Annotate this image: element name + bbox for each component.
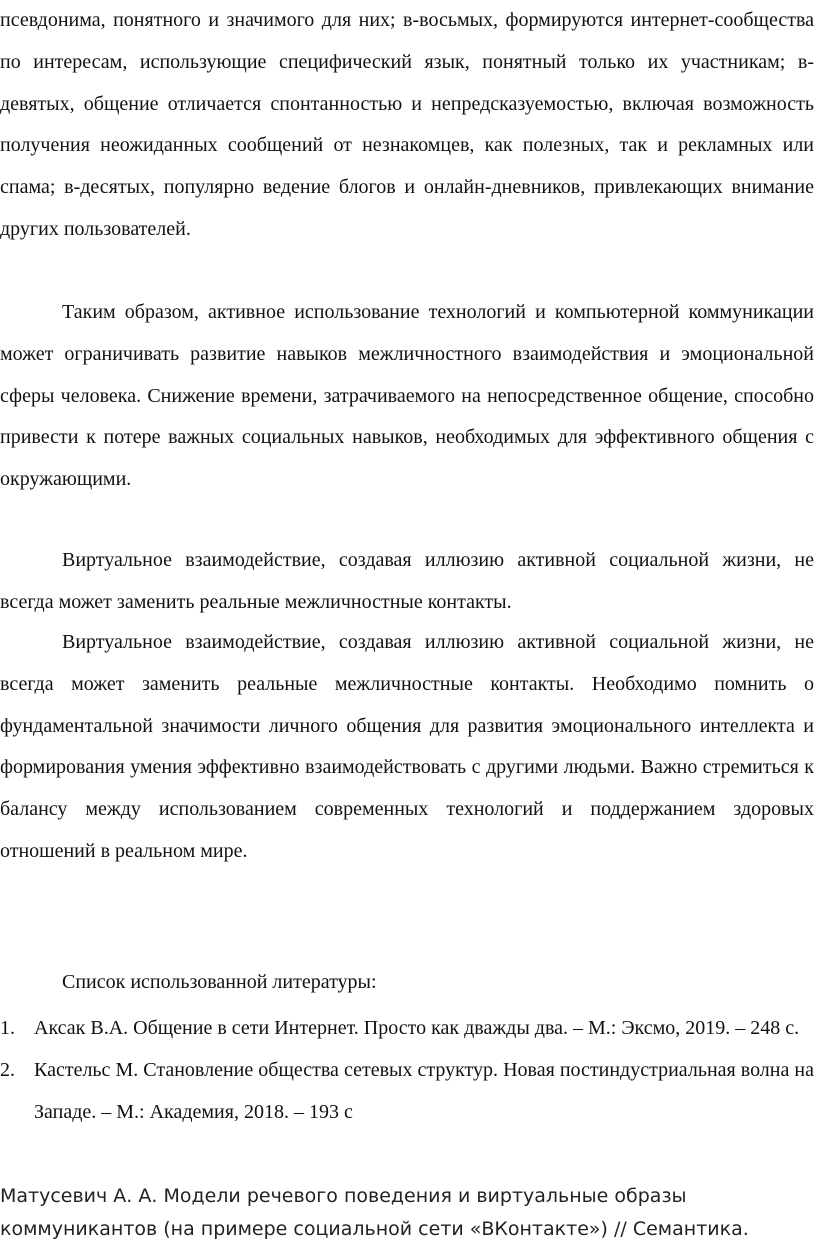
reference-text: Кастельс М. Становление общества сетевых структур. Новая постиндустриальная волна на Западе. – М.: Академия, 2018. – 193 с <box>34 1058 814 1123</box>
paragraph-continuation: псевдонима, понятного и значимого для них; в-восьмых, формируются интернет-сообщества по интересам, использующие специфический язык, понятный только их участникам; в-девятых, общение отличается спонтанностью и непредсказуемостью, включая возможность получения неожиданных сообщений от незнакомцев, как полезных, так и рекламных или спама; в-десятых, популярно ведение блогов и онлайн-дневников, привлекающих внимание других пользователей. <box>0 9 814 240</box>
paragraph-conclusion: Таким образом, активное использование технологий и компьютерной коммуникации может ограничивать развитие навыков межличностного взаимодействия и эмоциональной сферы человека. Снижение времени, затрачиваемого на непосредственное общение, способно привести к потере важных социальных навыков, необходимых для эффективного общения с окружающими. <box>0 301 814 491</box>
reference-number: 2. <box>0 1058 15 1081</box>
references-heading: Список использованной литературы: <box>62 971 377 993</box>
paragraph-virtual-interaction: Виртуальное взаимодействие, создавая иллюзию активной социальной жизни, не всегда может заменить реальные межличностные контакты. <box>0 549 814 613</box>
trailing-reference-text: Матусевич А. А. Модели речевого поведения и виртуальные образы коммуникантов (на примере социальной сети «ВКонтакте») // Семантика. <box>0 1185 749 1240</box>
paragraph-virtual-interaction-extended: Виртуальное взаимодействие, создавая иллюзию активной социальной жизни, не всегда может заменить реальные межличностные контакты. Необходимо помнить о фундаментальной значимости личного общения для развития эмоционального интеллекта и формирования умения эффективно взаимодействовать с другими людьми. Важно стремиться к балансу между использованием современных технологий и поддержанием здоровых отношений в реальном мире. <box>0 631 814 862</box>
reference-text: Аксак В.А. Общение в сети Интернет. Просто как дважды два. – М.: Эксмо, 2019. – 248 с. <box>34 1017 800 1039</box>
reference-number: 1. <box>0 1017 15 1039</box>
reference-item <box>0 1008 816 1050</box>
references-list <box>0 1008 816 1133</box>
reference-item <box>0 1050 816 1134</box>
